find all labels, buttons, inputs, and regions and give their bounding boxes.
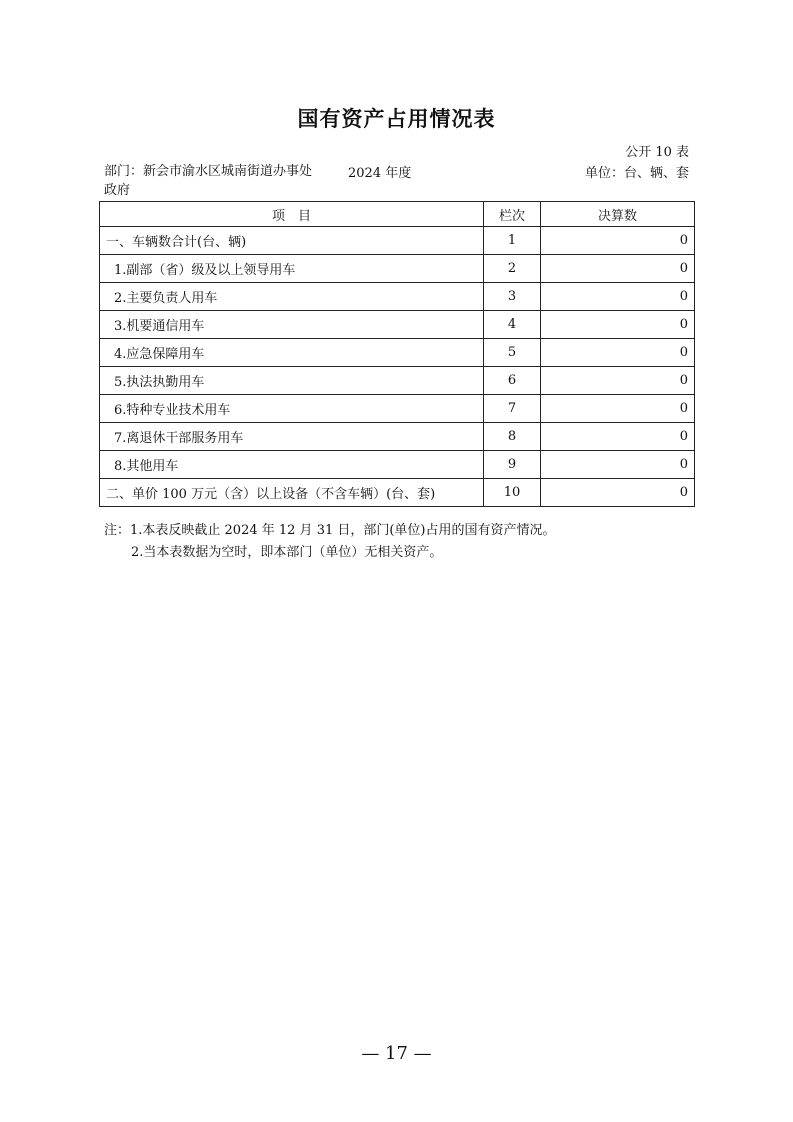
row-value: 0 <box>541 423 695 451</box>
row-column-no: 6 <box>484 367 541 395</box>
row-value: 0 <box>541 451 695 479</box>
unit-label: 单位：台、辆、套 <box>584 166 689 181</box>
note-1: 注：1.本表反映截止 2024 年 12 月 31 日，部门(单位)占用的国有资产情况。 <box>104 523 556 538</box>
header-column-no: 栏次 <box>484 202 541 227</box>
notes <box>104 520 556 564</box>
table-row <box>100 311 695 339</box>
table-code: 公开 10 表 <box>625 145 689 160</box>
table-row <box>100 367 695 395</box>
row-column-no: 9 <box>484 451 541 479</box>
table-row <box>100 395 695 423</box>
row-column-no: 10 <box>484 479 541 507</box>
row-value: 0 <box>541 227 695 255</box>
note-2: 2.当本表数据为空时，即本部门（单位）无相关资产。 <box>131 545 443 560</box>
row-item: 7.离退休干部服务用车 <box>100 423 484 451</box>
row-item: 3.机要通信用车 <box>100 311 484 339</box>
fiscal-year: 2024 年度 <box>348 166 412 181</box>
row-item: 4.应急保障用车 <box>100 339 484 367</box>
asset-table <box>99 201 695 507</box>
row-item: 6.特种专业技术用车 <box>100 395 484 423</box>
row-item: 2.主要负责人用车 <box>100 283 484 311</box>
row-item: 1.副部（省）级及以上领导用车 <box>100 255 484 283</box>
row-value: 0 <box>541 367 695 395</box>
page-number: — 17 — <box>361 1043 432 1064</box>
table-row <box>100 451 695 479</box>
row-value: 0 <box>541 395 695 423</box>
row-column-no: 4 <box>484 311 541 339</box>
row-value: 0 <box>541 255 695 283</box>
table-row <box>100 227 695 255</box>
row-column-no: 5 <box>484 339 541 367</box>
table-row <box>100 283 695 311</box>
table-row <box>100 423 695 451</box>
row-column-no: 8 <box>484 423 541 451</box>
department-label: 部门：新会市渝水区城南街道办事处政府 <box>104 164 313 198</box>
table-header-row <box>100 202 695 227</box>
row-column-no: 3 <box>484 283 541 311</box>
row-value: 0 <box>541 283 695 311</box>
row-value: 0 <box>541 339 695 367</box>
page-title: 国有资产占用情况表 <box>297 107 496 131</box>
table-row <box>100 255 695 283</box>
row-item: 5.执法执勤用车 <box>100 367 484 395</box>
row-item: 二、单价 100 万元（含）以上设备（不含车辆）(台、套) <box>100 479 484 507</box>
row-item: 一、车辆数合计(台、辆) <box>100 227 484 255</box>
row-column-no: 7 <box>484 395 541 423</box>
table-row <box>100 339 695 367</box>
table-row <box>100 479 695 507</box>
row-item: 8.其他用车 <box>100 451 484 479</box>
row-column-no: 2 <box>484 255 541 283</box>
header-final-amount: 决算数 <box>541 202 695 227</box>
row-column-no: 1 <box>484 227 541 255</box>
row-value: 0 <box>541 479 695 507</box>
row-value: 0 <box>541 311 695 339</box>
header-item: 项 目 <box>100 202 484 227</box>
